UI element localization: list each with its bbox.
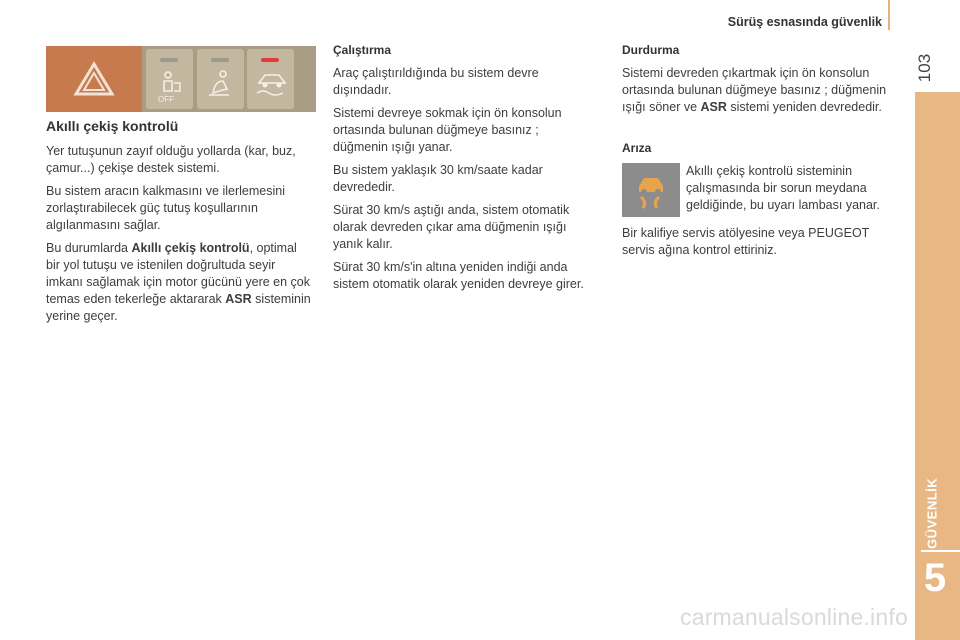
hazard-triangle-icon <box>46 46 142 112</box>
header-divider <box>888 0 890 30</box>
traction-control-icon <box>255 69 289 99</box>
column-intro <box>46 118 314 331</box>
paragraph: Sistemi devreye sokmak için ön konsolun ortasında bulunan düğmeye basınız ; düğmenin ışığı yanar. <box>333 106 562 154</box>
watermark: carmanualsonline.info <box>680 604 908 630</box>
text-run: sistemi yeniden devrededir. <box>726 100 882 114</box>
paragraph: Bu sistem aracın kalkmasını ve ilerlemesini zorlaştırabilecek güç tutuş koşullarının algılanmasını sağlar. <box>46 184 285 232</box>
warning-lamp-icon <box>622 163 680 217</box>
console-buttons-photo <box>46 46 316 112</box>
fault-description: Akıllı çekiş kontrolü sisteminin çalışmasında bir sorun meydana geldiğinde, bu uyarı lambası yanar. <box>686 164 880 212</box>
subheading: Arıza <box>622 141 652 155</box>
subheading: Çalıştırma <box>333 43 392 57</box>
fault-warning-block <box>622 163 894 217</box>
page-number: 103 <box>915 53 934 83</box>
seatbelt-icon <box>205 69 237 103</box>
text-run: sisteminin yerine geçer. <box>46 292 311 323</box>
section-heading: Akıllı çekiş kontrolü <box>46 118 179 134</box>
paragraph: Bu sistem yaklaşık 30 km/saate kadar devrededir. <box>333 163 543 194</box>
text-run: Bu durumlarda <box>46 241 132 255</box>
chapter-label: GÜVENLİK <box>924 477 940 549</box>
bold-term: Akıllı çekiş kontrolü <box>131 241 250 255</box>
button-indicator-led <box>211 58 229 62</box>
paragraph <box>46 240 314 325</box>
intelligent-traction-button <box>247 49 294 109</box>
spacer <box>622 122 894 140</box>
child-lock-off-button <box>146 49 193 109</box>
seat-button <box>197 49 244 109</box>
text-run: Sistemi devreden çıkartmak için ön konsolun ortasında bulunan düğmeye basınız ; düğmenin ışığı söner ve <box>622 66 887 114</box>
paragraph: Araç çalıştırıldığında bu sistem devre dışındadır. <box>333 66 539 97</box>
paragraph: Sürat 30 km/s aştığı anda, sistem otomatik olarak devreden çıkar ama düğmenin ışığı yanık kalır. <box>333 203 570 251</box>
hazard-button <box>46 46 142 112</box>
subheading: Durdurma <box>622 43 680 57</box>
paragraph: Bir kalifiye servis atölyesine veya PEUGEOT servis ağına kontrol ettiriniz. <box>622 226 870 257</box>
section-title: Sürüş esnasında güvenlik <box>727 15 882 29</box>
column-deactivation <box>622 42 894 265</box>
paragraph: Yer tutuşunun zayıf olduğu yollarda (kar, buz, çamur...) çekişe destek sistemi. <box>46 144 296 175</box>
chapter-number: 5 <box>923 556 947 600</box>
button-indicator-led-active <box>261 58 279 62</box>
column-activation <box>333 42 595 299</box>
bold-term: ASR <box>225 292 252 306</box>
bold-term: ASR <box>700 100 727 114</box>
text-run: , optimal bir yol tutuşu ve istenilen doğrultuda seyir imkanı sağlamak için motor gücünü yere en çok temas eden tekerleğe aktararak <box>46 241 311 306</box>
paragraph: Sürat 30 km/s'in altına yeniden indiği anda sistem otomatik olarak yeniden devreye girer. <box>333 260 584 291</box>
paragraph <box>622 65 894 116</box>
off-label: OFF <box>158 95 174 104</box>
button-indicator-led <box>160 58 178 62</box>
skid-car-icon <box>631 170 671 210</box>
